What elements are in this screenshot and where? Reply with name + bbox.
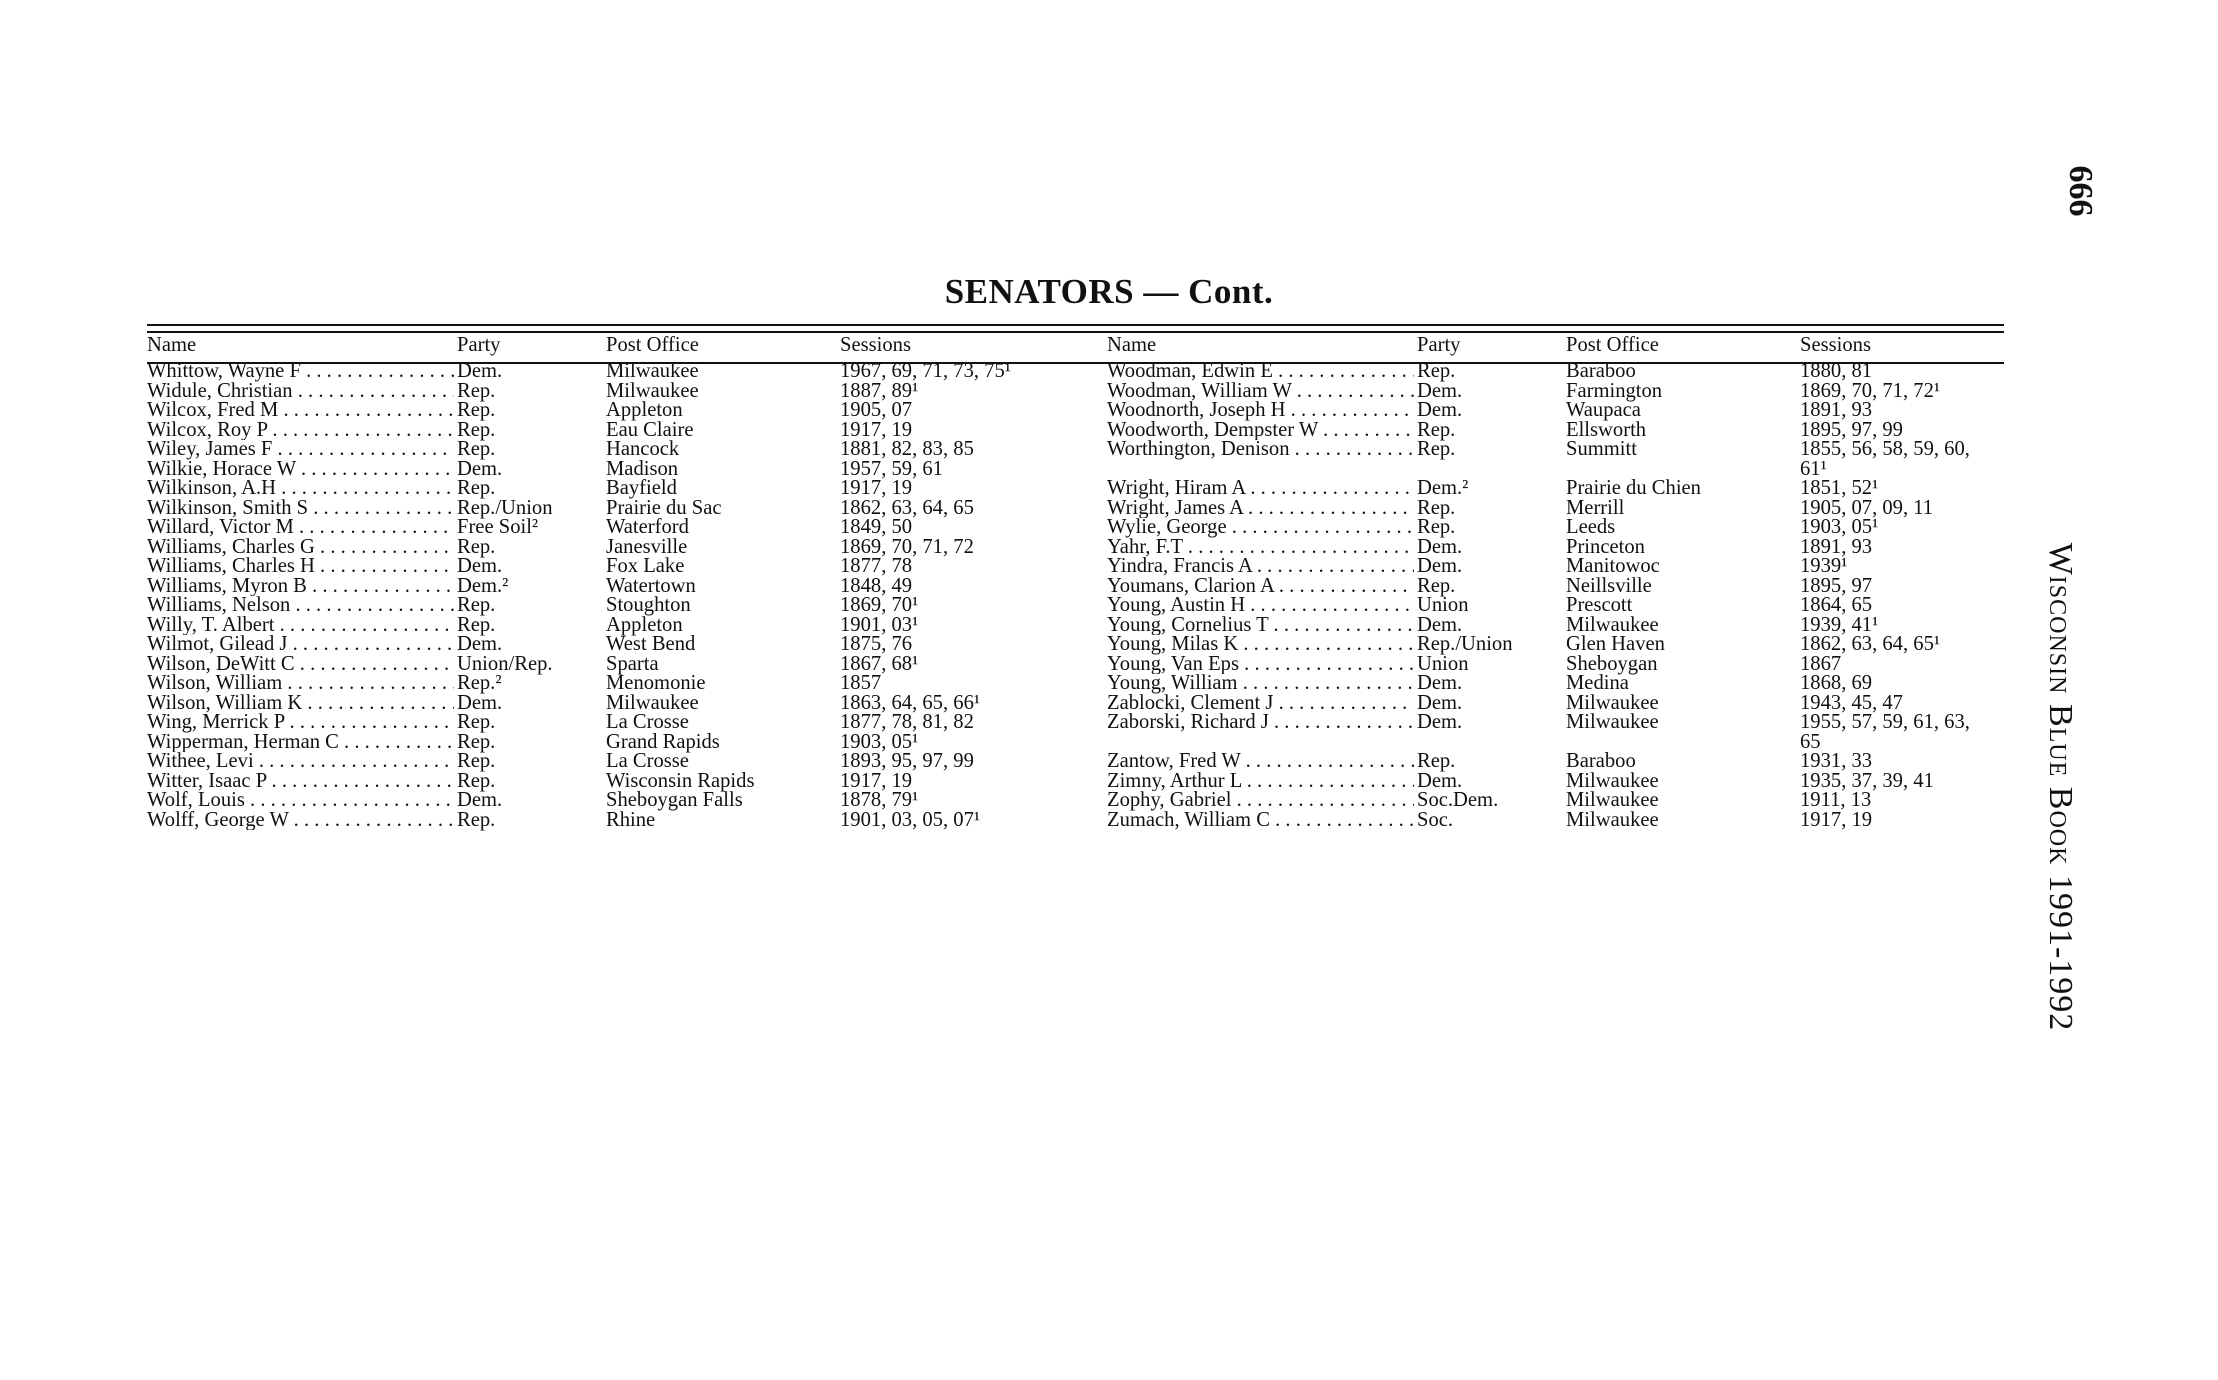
header-post-office: Post Office <box>1566 334 1659 356</box>
sessions-cell: 1943, 45, 47 <box>1800 691 1903 714</box>
sessions-cell: 1869, 70, 71, 72¹ <box>1800 379 1941 402</box>
party-cell: Dem. <box>457 555 503 577</box>
sessions-cell: 1967, 69, 71, 73, 75¹ <box>840 360 1011 382</box>
sessions-cell: 1917, 19 <box>840 769 913 792</box>
party-cell: Dem.² <box>457 574 509 597</box>
sessions-cell: 1881, 82, 83, 85 <box>840 438 974 460</box>
senator-name: Wilkinson, Smith S . . . <box>147 499 454 519</box>
post-office-cell: Watertown <box>606 574 696 597</box>
sessions-cell: 1868, 69 <box>1800 672 1873 694</box>
post-office-cell: Janesville <box>606 535 688 558</box>
table-row <box>1107 596 2067 616</box>
header-name: Name <box>1107 336 1157 356</box>
senator-name: Zumach, William C . . . <box>1107 811 1414 831</box>
table-row <box>147 596 1107 616</box>
senator-name: Woodnorth, Joseph H . . . <box>1107 401 1414 421</box>
table-row <box>1107 713 2067 733</box>
post-office-cell: Glen Haven <box>1566 633 1665 655</box>
post-office-cell: Summitt <box>1566 438 1637 460</box>
senator-name: Witter, Isaac P . . . <box>147 772 454 792</box>
senator-name: Williams, Nelson . . . <box>147 596 454 616</box>
post-office-cell: Sheboygan Falls <box>606 789 743 811</box>
senator-name: Wilcox, Fred M . . . <box>147 401 454 421</box>
sessions-cell: 1939¹ <box>1800 555 1848 577</box>
senator-name: Young, William . . . <box>1107 674 1414 694</box>
party-cell: Dem. <box>1417 691 1463 714</box>
sessions-cell: 1891, 93 <box>1800 535 1873 558</box>
senator-name: Zimny, Arthur L . . . <box>1107 772 1414 792</box>
table-row <box>1107 635 2067 655</box>
senator-name: Wright, James A . . . <box>1107 499 1414 519</box>
post-office-cell: West Bend <box>606 633 696 655</box>
page-number: 666 <box>2062 165 2099 217</box>
post-office-cell: Sparta <box>606 652 659 675</box>
sessions-cell: 1931, 33 <box>1800 750 1873 772</box>
party-cell: Rep. <box>457 399 496 421</box>
sessions-cell: 1903, 05¹ <box>840 730 919 753</box>
sessions-cell: 1957, 59, 61 <box>840 457 943 480</box>
post-office-cell: Prescott <box>1566 594 1633 616</box>
top-rule-double <box>147 331 2004 333</box>
party-cell: Dem. <box>457 789 503 811</box>
post-office-cell: Milwaukee <box>606 360 699 382</box>
party-cell: Dem. <box>1417 613 1463 636</box>
senator-name: Woodman, Edwin E . . . <box>1107 362 1414 382</box>
post-office-cell: Milwaukee <box>606 379 699 402</box>
senator-name: Wylie, George . . . <box>1107 518 1414 538</box>
post-office-cell: Fox Lake <box>606 555 685 577</box>
table-row <box>147 479 1107 499</box>
party-cell: Rep. <box>457 477 496 499</box>
senator-name: Willy, T. Albert . . . <box>147 616 454 636</box>
sessions-cell: 1849, 50 <box>840 516 913 538</box>
sessions-cell: 1917, 19 <box>840 418 913 441</box>
table-header <box>1107 336 2067 362</box>
senator-name: Woodworth, Dempster W . . . <box>1107 421 1414 441</box>
party-cell: Rep. <box>457 711 496 733</box>
post-office-cell: Farmington <box>1566 379 1663 402</box>
party-cell: Rep. <box>457 750 496 772</box>
sessions-cell: 1877, 78, 81, 82 <box>840 711 974 733</box>
party-cell: Dem. <box>457 457 503 480</box>
sessions-cell: 1887, 89¹ <box>840 379 919 402</box>
post-office-cell: Milwaukee <box>1566 769 1659 792</box>
party-cell: Dem. <box>1417 769 1463 792</box>
post-office-cell: La Crosse <box>606 750 689 772</box>
party-cell: Dem. <box>1417 672 1463 694</box>
party-cell: Rep. <box>457 535 496 558</box>
party-cell: Free Soil² <box>457 516 539 538</box>
sessions-cell: 1917, 19 <box>840 477 913 499</box>
post-office-cell: Baraboo <box>1566 360 1636 382</box>
sessions-cell: 1864, 65 <box>1800 594 1873 616</box>
party-cell: Rep.² <box>457 672 502 694</box>
header-name: Name <box>147 336 197 356</box>
senator-name: Whittow, Wayne F . . . <box>147 362 454 382</box>
sessions-cell: 1917, 19 <box>1800 808 1873 831</box>
post-office-cell: Milwaukee <box>606 691 699 714</box>
table-row <box>147 674 1107 694</box>
post-office-cell: Milwaukee <box>1566 691 1659 714</box>
sessions-cell: 1891, 93 <box>1800 399 1873 421</box>
table-row <box>1107 808 2067 831</box>
post-office-cell: Prairie du Sac <box>606 496 722 519</box>
sessions-cell-continued: 65 <box>1800 730 1821 753</box>
party-cell: Rep. <box>1417 750 1456 772</box>
post-office-cell: Leeds <box>1566 516 1616 538</box>
senator-name: Youmans, Clarion A . . . <box>1107 577 1414 597</box>
sessions-cell: 1901, 03, 05, 07¹ <box>840 808 981 831</box>
party-cell: Soc. <box>1417 808 1454 831</box>
post-office-cell: Baraboo <box>1566 750 1636 772</box>
party-cell: Dem. <box>1417 535 1463 558</box>
post-office-cell: Appleton <box>606 613 683 636</box>
senator-name: Wilcox, Roy P . . . <box>147 421 454 441</box>
senator-name: Williams, Charles H . . . <box>147 557 454 577</box>
post-office-cell: Hancock <box>606 438 680 460</box>
senator-name: Wilmot, Gilead J . . . <box>147 635 454 655</box>
senator-name: Zophy, Gabriel . . . <box>1107 791 1414 811</box>
post-office-cell: Waupaca <box>1566 399 1641 421</box>
senator-name: Zablocki, Clement J . . . <box>1107 694 1414 714</box>
table-row <box>147 713 1107 733</box>
party-cell: Rep. <box>1417 438 1456 460</box>
sessions-cell-continued: 61¹ <box>1800 457 1827 480</box>
table-row <box>147 401 1107 421</box>
sessions-cell: 1939, 41¹ <box>1800 613 1879 636</box>
post-office-cell: Merrill <box>1566 496 1625 519</box>
sessions-cell: 1901, 03¹ <box>840 613 919 636</box>
senator-name: Wilson, DeWitt C . . . <box>147 655 454 675</box>
header-sessions: Sessions <box>1800 334 1871 356</box>
sessions-cell: 1862, 63, 64, 65 <box>840 496 974 519</box>
sessions-cell: 1935, 37, 39, 41 <box>1800 769 1934 792</box>
party-cell: Union <box>1417 594 1469 616</box>
post-office-cell: Neillsville <box>1566 574 1652 597</box>
senator-name: Young, Cornelius T . . . <box>1107 616 1414 636</box>
table-row <box>1107 440 2067 460</box>
senator-name: Withee, Levi . . . <box>147 752 454 772</box>
senator-name: Wilson, William K . . . <box>147 694 454 714</box>
sessions-cell: 1867 <box>1800 652 1842 675</box>
left-column-table <box>147 336 1107 830</box>
table-row <box>147 518 1107 538</box>
senator-name: Wolf, Louis . . . <box>147 791 454 811</box>
post-office-cell: Appleton <box>606 399 683 421</box>
header-post-office: Post Office <box>606 334 699 356</box>
table-row <box>147 752 1107 772</box>
sessions-cell: 1867, 68¹ <box>840 652 919 675</box>
table-row <box>147 362 1107 382</box>
party-cell: Rep. <box>1417 516 1456 538</box>
senator-name: Yindra, Francis A . . . <box>1107 557 1414 577</box>
table-row <box>147 791 1107 811</box>
table-row <box>147 635 1107 655</box>
party-cell: Rep. <box>457 730 496 753</box>
post-office-cell: Stoughton <box>606 594 691 616</box>
party-cell: Dem. <box>457 691 503 714</box>
header-party: Party <box>1417 334 1461 356</box>
party-cell: Rep. <box>1417 496 1456 519</box>
party-cell: Rep. <box>457 808 496 831</box>
senator-name: Wright, Hiram A . . . <box>1107 479 1414 499</box>
sessions-cell: 1863, 64, 65, 66¹ <box>840 691 981 714</box>
post-office-cell: Madison <box>606 457 679 480</box>
party-cell: Rep. <box>457 379 496 402</box>
post-office-cell: Medina <box>1566 672 1629 694</box>
party-cell: Dem. <box>1417 711 1463 733</box>
senator-name: Yahr, F.T . . . <box>1107 538 1414 558</box>
sessions-cell: 1905, 07, 09, 11 <box>1800 496 1934 519</box>
party-cell: Rep. <box>457 438 496 460</box>
table-row <box>1107 401 2067 421</box>
party-cell: Rep. <box>1417 574 1456 597</box>
table-row <box>1107 362 2067 382</box>
senator-name: Young, Milas K . . . <box>1107 635 1414 655</box>
party-cell: Dem. <box>1417 555 1463 577</box>
post-office-cell: Bayfield <box>606 477 677 499</box>
post-office-cell: Eau Claire <box>606 418 694 441</box>
post-office-cell: Rhine <box>606 808 656 831</box>
post-office-cell: Grand Rapids <box>606 730 720 753</box>
senator-name: Wiley, James F . . . <box>147 440 454 460</box>
senator-name: Wipperman, Herman C . . . <box>147 733 454 753</box>
party-cell: Rep. <box>457 769 496 792</box>
sessions-cell: 1857 <box>840 672 882 694</box>
post-office-cell: Wisconsin Rapids <box>606 769 755 792</box>
table-row <box>147 440 1107 460</box>
post-office-cell: Waterford <box>606 516 689 538</box>
post-office-cell: Milwaukee <box>1566 613 1659 636</box>
sessions-cell: 1869, 70, 71, 72 <box>840 535 974 558</box>
sessions-cell: 1862, 63, 64, 65¹ <box>1800 633 1941 655</box>
page-title: SENATORS — Cont. <box>944 272 1274 311</box>
party-cell: Rep. <box>457 594 496 616</box>
header-sessions: Sessions <box>840 334 911 356</box>
party-cell: Dem. <box>1417 379 1463 402</box>
sessions-cell: 1903, 05¹ <box>1800 516 1879 538</box>
post-office-cell: Milwaukee <box>1566 711 1659 733</box>
post-office-cell: Princeton <box>1566 535 1645 558</box>
header-party: Party <box>457 334 501 356</box>
right-column-table <box>1107 336 2067 830</box>
senator-name: Woodman, William W . . . <box>1107 382 1414 402</box>
sessions-cell: 1911, 13 <box>1800 789 1872 811</box>
sessions-cell: 1869, 70¹ <box>840 594 919 616</box>
senator-name: Zaborski, Richard J . . . <box>1107 713 1414 733</box>
senator-name: Wilkinson, A.H . . . <box>147 479 454 499</box>
party-cell: Rep. <box>1417 418 1456 441</box>
sessions-cell: 1878, 79¹ <box>840 789 919 811</box>
side-running-title: Wisconsin Blue Book 1991-1992 <box>2042 542 2079 1032</box>
sessions-cell: 1875, 76 <box>840 633 913 655</box>
senator-name: Zantow, Fred W . . . <box>1107 752 1414 772</box>
party-cell: Dem. <box>457 633 503 655</box>
post-office-cell: Sheboygan <box>1566 652 1658 675</box>
party-cell: Union/Rep. <box>457 652 553 675</box>
post-office-cell: La Crosse <box>606 711 689 733</box>
party-cell: Rep./Union <box>1417 633 1513 655</box>
senator-name: Young, Austin H . . . <box>1107 596 1414 616</box>
sessions-cell: 1905, 07 <box>840 399 913 421</box>
post-office-cell: Manitowoc <box>1566 555 1660 577</box>
table-row <box>1107 752 2067 772</box>
sessions-cell: 1848, 49 <box>840 574 913 597</box>
sessions-cell: 1851, 52¹ <box>1800 477 1879 499</box>
table-row <box>1107 518 2067 538</box>
table-row <box>1107 479 2067 499</box>
table-row <box>147 557 1107 577</box>
table-row <box>1107 557 2067 577</box>
senator-name: Wolff, George W . . . <box>147 811 454 831</box>
senator-name: Williams, Myron B . . . <box>147 577 454 597</box>
senator-name: Wing, Merrick P . . . <box>147 713 454 733</box>
senator-name: Williams, Charles G . . . <box>147 538 454 558</box>
sessions-cell: 1855, 56, 58, 59, 60, <box>1800 438 1970 460</box>
table-row <box>147 808 1107 831</box>
post-office-cell: Prairie du Chien <box>1566 477 1701 499</box>
sessions-cell: 1955, 57, 59, 61, 63, <box>1800 711 1970 733</box>
party-cell: Soc.Dem. <box>1417 789 1499 811</box>
post-office-cell: Menomonie <box>606 672 706 694</box>
senator-name: Wilson, William . . . <box>147 674 454 694</box>
post-office-cell: Milwaukee <box>1566 808 1659 831</box>
senator-name: Young, Van Eps . . . <box>1107 655 1414 675</box>
post-office-cell: Ellsworth <box>1566 418 1647 441</box>
party-cell: Rep./Union <box>457 496 553 519</box>
party-cell: Dem.² <box>1417 477 1469 499</box>
party-cell: Rep. <box>457 418 496 441</box>
sessions-cell: 1893, 95, 97, 99 <box>840 750 974 772</box>
senator-name: Worthington, Denison . . . <box>1107 440 1414 460</box>
senator-name: Wilkie, Horace W . . . <box>147 460 454 480</box>
party-cell: Dem. <box>457 360 503 382</box>
sessions-cell: 1880, 81 <box>1800 360 1873 382</box>
top-rule <box>147 324 2004 326</box>
party-cell: Union <box>1417 652 1469 675</box>
senator-name: Widule, Christian . . . <box>147 382 454 402</box>
table-header <box>147 336 1107 362</box>
sessions-cell: 1895, 97, 99 <box>1800 418 1903 441</box>
sessions-cell: 1895, 97 <box>1800 574 1873 597</box>
party-cell: Rep. <box>457 613 496 636</box>
table-row <box>1107 791 2067 811</box>
party-cell: Rep. <box>1417 360 1456 382</box>
post-office-cell: Milwaukee <box>1566 789 1659 811</box>
table-row <box>1107 674 2067 694</box>
sessions-cell: 1877, 78 <box>840 555 913 577</box>
party-cell: Dem. <box>1417 399 1463 421</box>
senator-name: Willard, Victor M . . . <box>147 518 454 538</box>
